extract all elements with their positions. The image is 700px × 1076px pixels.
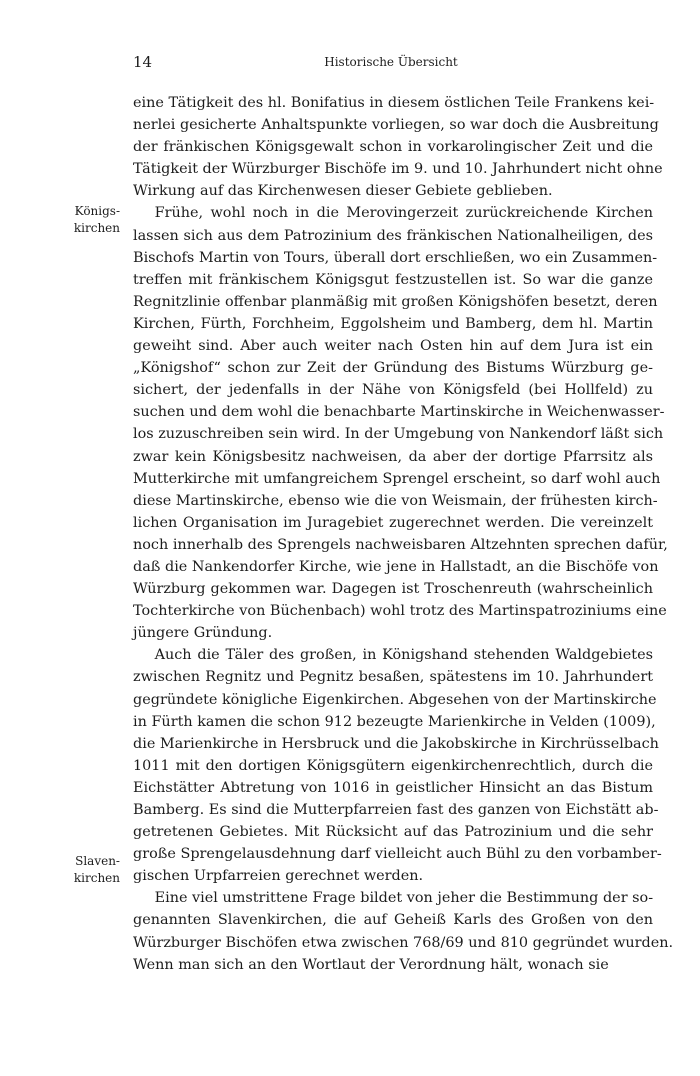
text-line: getretenen Gebietes. Mit Rücksicht auf das Patrozinium und die sehr — [133, 824, 653, 841]
text-line: große Sprengelausdehnung darf vielleicht auch Bühl zu den vorbamber- — [133, 846, 662, 863]
text-line: Wirkung auf das Kirchenwesen dieser Gebiete geblieben. — [133, 183, 553, 200]
page-number: 14 — [133, 53, 153, 71]
text-line: Frühe, wohl noch in die Merovingerzeit zurückreichende Kirchen — [133, 205, 653, 222]
margin-note-koenigskirchen — [60, 203, 120, 237]
margin-note-line: kirchen — [73, 871, 120, 885]
text-line: suchen und dem wohl die benachbarte Martinskirche in Weichenwasser- — [133, 404, 665, 421]
margin-note-line: kirchen — [73, 221, 120, 235]
text-line: nerlei gesicherte Anhaltspunkte vorliegen, so war doch die Ausbreitung — [133, 117, 659, 134]
text-line: Tochterkirche von Büchenbach) wohl trotz des Martinspatroziniums eine — [133, 603, 667, 620]
text-line: die Marienkirche in Hersbruck und die Jakobskirche in Kirchrüsselbach — [133, 735, 659, 752]
text-line: Eine viel umstrittene Frage bildet von jeher die Bestimmung der so- — [133, 890, 654, 907]
text-line: lichen Organisation im Juragebiet zugerechnet werden. Die vereinzelt — [133, 514, 653, 531]
margin-note-line: Königs- — [74, 204, 120, 218]
text-line: lassen sich aus dem Patrozinium des fränkischen Nationalheiligen, des — [133, 227, 653, 244]
text-line: Regnitzlinie offenbar planmäßig mit großen Königshöfen besetzt, deren — [133, 293, 658, 310]
text-line: daß die Nankendorfer Kirche, wie jene in Hallstadt, an die Bischöfe von — [133, 558, 659, 575]
text-line: zwischen Regnitz und Pegnitz besaßen, spätestens im 10. Jahrhundert — [133, 669, 653, 686]
text-line: genannten Slavenkirchen, die auf Geheiß Karls des Großen von den — [133, 912, 653, 929]
text-line: treffen mit fränkischem Königsgut festzustellen ist. So war die ganze — [133, 271, 653, 288]
text-line: gegründete königliche Eigenkirchen. Abgesehen von der Martinskirche — [133, 691, 657, 708]
text-line: los zuzuschreiben sein wird. In der Umgebung von Nankendorf läßt sich — [133, 426, 664, 443]
text-line: der fränkischen Königsgewalt schon in vorkarolingischer Zeit und die — [133, 139, 653, 156]
text-line: Bischofs Martin von Tours, überall dort erschließen, wo ein Zusammen- — [133, 249, 658, 266]
text-line: noch innerhalb des Sprengels nachweisbaren Altzehnten sprechen dafür, — [133, 536, 668, 553]
text-line: Würzburger Bischöfen etwa zwischen 768/69 und 810 gegründet wurden. — [133, 934, 674, 951]
text-line: jüngere Gründung. — [133, 625, 273, 642]
text-line: 1011 mit den dortigen Königsgütern eigenkirchenrechtlich, durch die — [133, 757, 653, 774]
text-line: gischen Urpfarreien gerechnet werden. — [133, 868, 424, 885]
text-line: sichert, der jedenfalls in der Nähe von Königsfeld (bei Hollfeld) zu — [133, 382, 653, 399]
running-head: Historische Übersicht — [324, 55, 458, 69]
text-line: diese Martinskirche, ebenso wie die von Weismain, der frühesten kirch- — [133, 492, 658, 509]
text-line: zwar kein Königsbesitz nachweisen, da aber der dortige Pfarrsitz als — [133, 448, 653, 465]
text-line: Auch die Täler des großen, in Königshand stehenden Waldgebietes — [133, 647, 653, 664]
text-line: eine Tätigkeit des hl. Bonifatius in diesem östlichen Teile Frankens kei- — [133, 95, 655, 111]
text-line: „Königshof“ schon zur Zeit der Gründung des Bistums Würzburg ge- — [133, 360, 653, 377]
text-line: Mutterkirche mit umfangreichem Sprengel erscheint, so darf wohl auch — [133, 470, 661, 487]
text-line: in Fürth kamen die schon 912 bezeugte Marienkirche in Velden (1009), — [133, 713, 656, 730]
text-line: Wenn man sich an den Wortlaut der Verordnung hält, wonach sie — [133, 956, 609, 973]
text-line: Tätigkeit der Würzburger Bischöfe im 9. und 10. Jahrhundert nicht ohne — [133, 161, 663, 178]
text-line: geweiht sind. Aber auch weiter nach Osten hin auf dem Jura ist ein — [133, 338, 653, 355]
text-line: Würzburg gekommen war. Dagegen ist Troschenreuth (wahrscheinlich — [133, 581, 653, 598]
margin-note-slavenkirchen — [60, 853, 120, 887]
text-line: Bamberg. Es sind die Mutterpfarreien fast des ganzen von Eichstätt ab- — [133, 802, 659, 818]
text-line: Kirchen, Fürth, Forchheim, Eggolsheim und Bamberg, dem hl. Martin — [133, 315, 653, 332]
body-text — [133, 92, 674, 976]
margin-note-line: Slaven- — [75, 854, 120, 868]
text-line: Eichstätter Abtretung von 1016 in geistlicher Hinsicht an das Bistum — [133, 779, 653, 796]
